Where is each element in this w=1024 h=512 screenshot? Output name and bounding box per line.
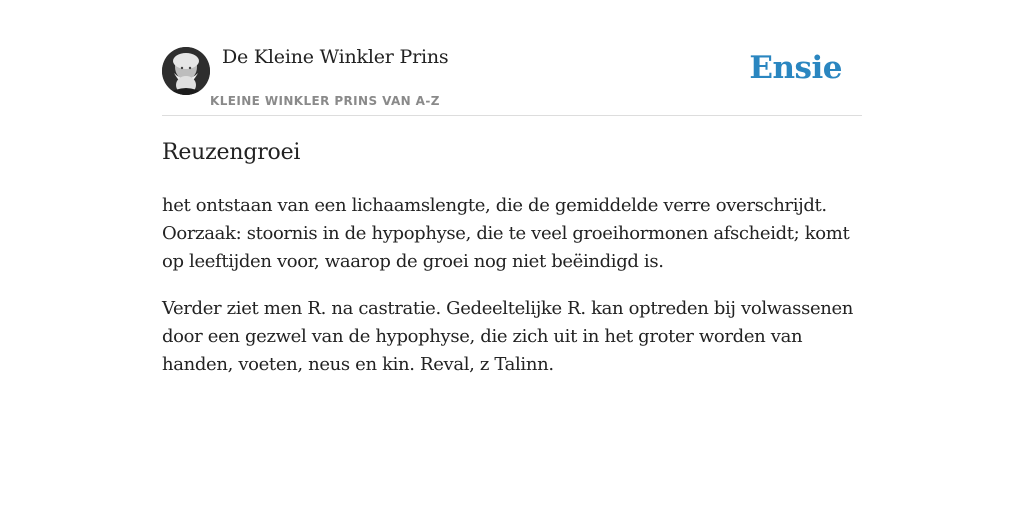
source-title[interactable]: De Kleine Winkler Prins	[222, 46, 449, 68]
page	[162, 0, 862, 512]
header	[162, 0, 862, 116]
source-subtitle[interactable]: KLEINE WINKLER PRINS VAN A-Z	[210, 94, 440, 108]
ensie-logo[interactable]: Ensie	[749, 50, 842, 86]
entry-body	[162, 192, 862, 398]
entry-title: Reuzengroei	[162, 140, 301, 165]
entry-paragraph: Verder ziet men R. na castratie. Gedeeltelijke R. kan optreden bij volwassenen door een gezwel van de hypophyse, die zich uit in het groter worden van handen, voeten, neus en kin. Reval, z Talinn.	[162, 298, 854, 375]
portrait-avatar-icon[interactable]	[162, 47, 210, 95]
portrait-avatar-graphic	[162, 47, 210, 95]
entry-paragraph: het ontstaan van een lichaamslengte, die de gemiddelde verre overschrijdt. Oorzaak: stoornis in de hypophyse, die te veel groeihormonen afscheidt; komt op leeftijden voor, waarop de groei nog niet beëindigd is.	[162, 195, 850, 272]
